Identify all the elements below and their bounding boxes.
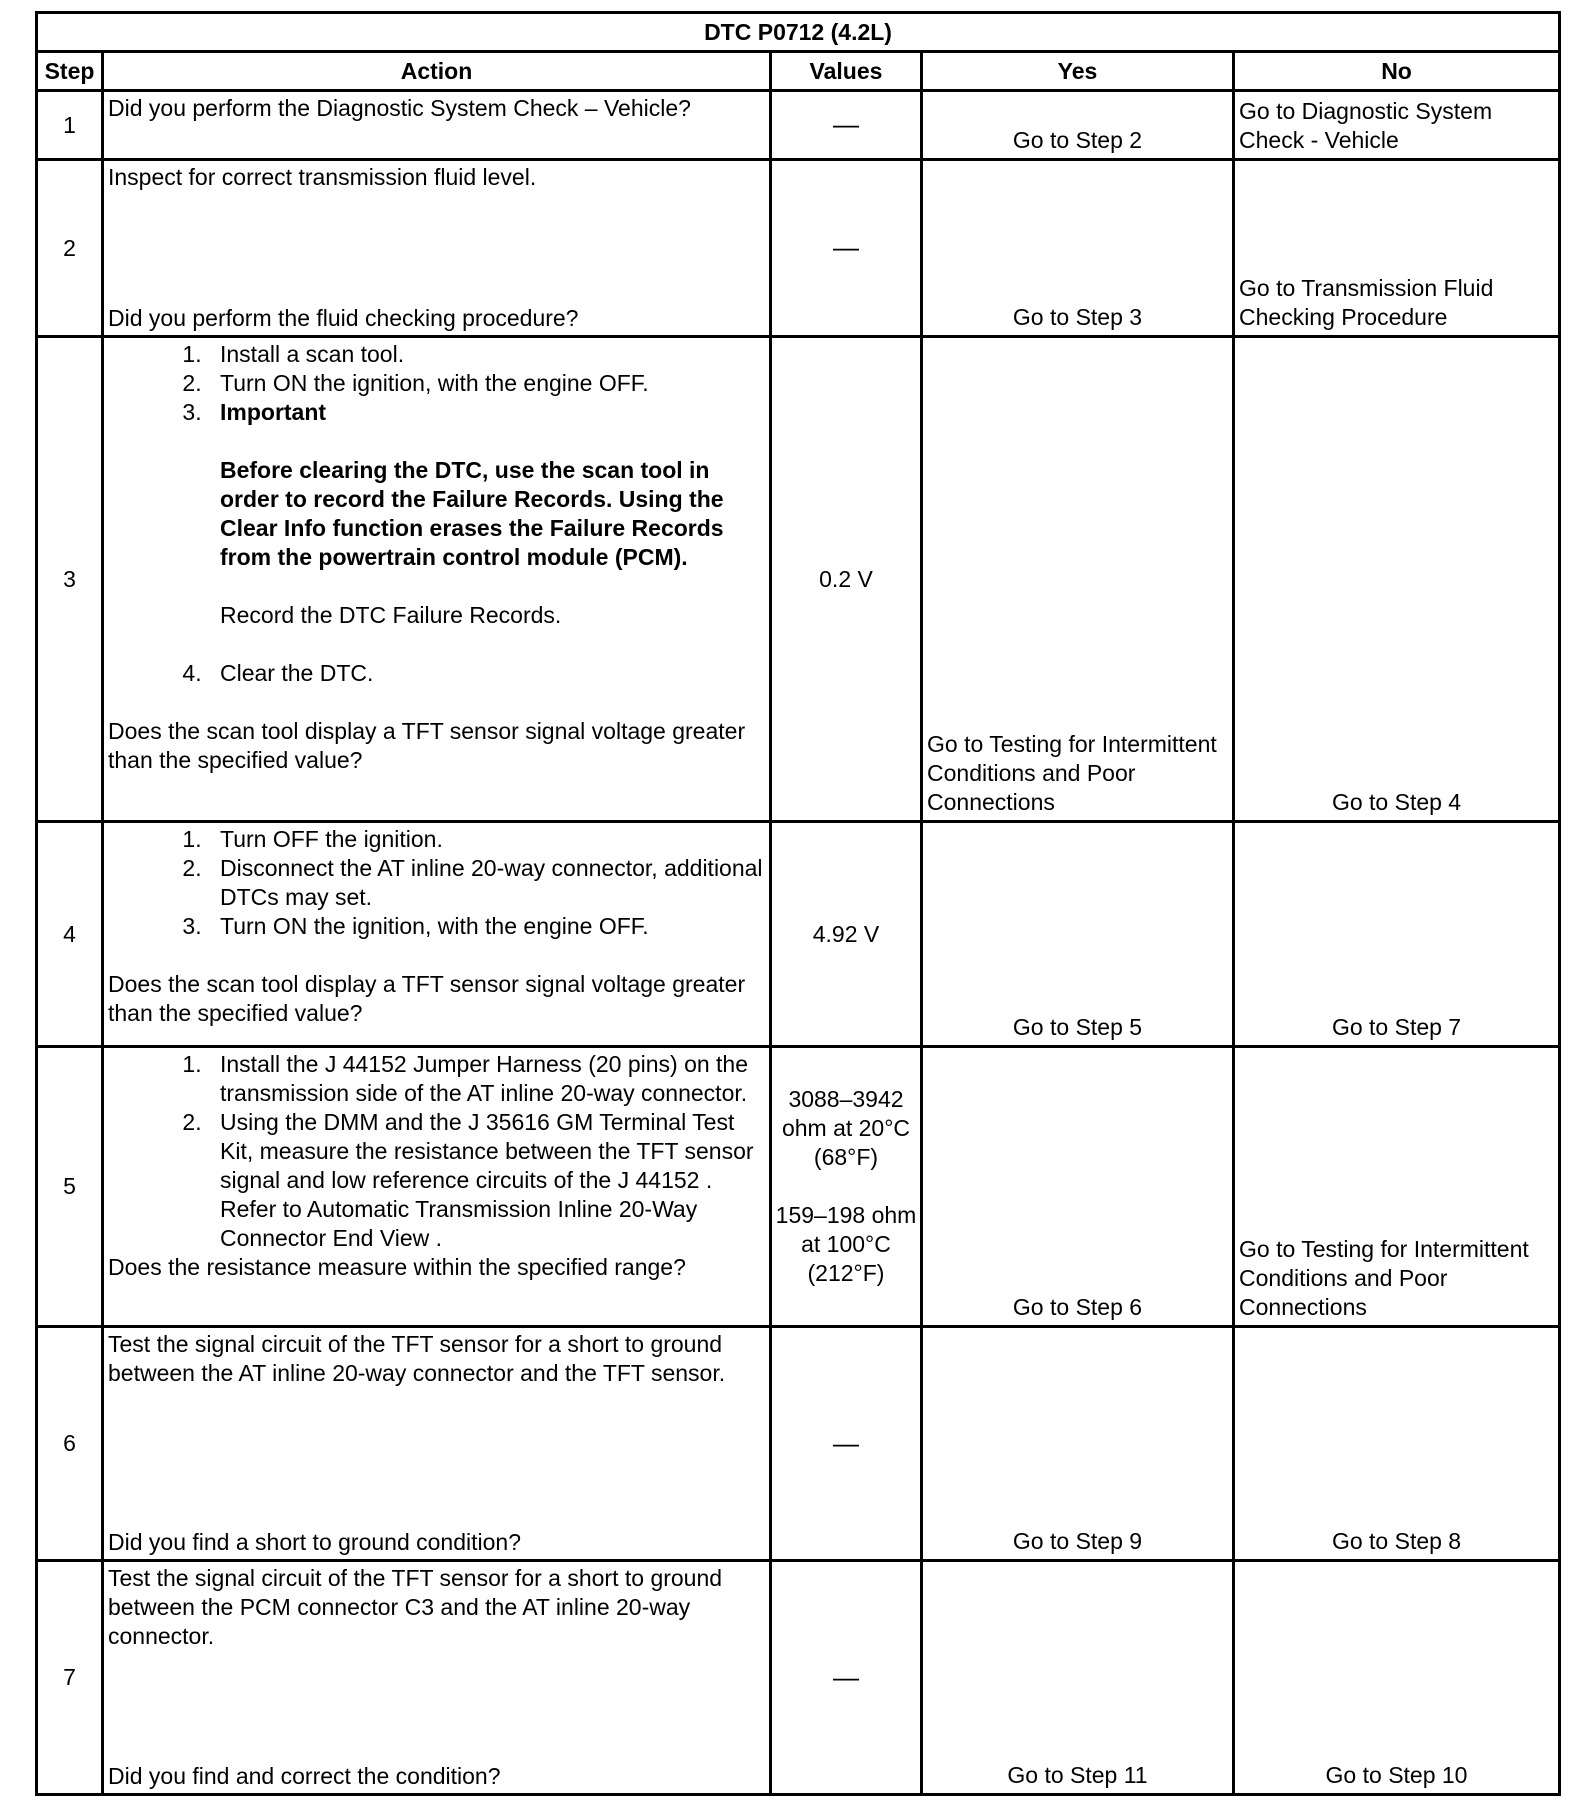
action-cell bbox=[103, 1327, 771, 1561]
header-row bbox=[37, 52, 1560, 91]
table-row bbox=[37, 822, 1560, 1047]
no-cell: Go to Transmission Fluid Checking Procedure bbox=[1234, 160, 1560, 337]
table-row bbox=[37, 1561, 1560, 1795]
no-cell: Go to Step 7 bbox=[1234, 822, 1560, 1047]
table-row bbox=[37, 1327, 1560, 1561]
list-item: 2. Using the DMM and the J 35616 GM Terminal Test Kit, measure the resistance between the TFT sensor signal and low reference circuits of the J 44152 . Refer to Automatic Transmission Inline 20-Way Connector End View . bbox=[208, 1108, 765, 1253]
action-list bbox=[108, 825, 765, 941]
values-cell bbox=[771, 1047, 922, 1327]
step-number: 5 bbox=[37, 1047, 103, 1327]
list-item: 1. Install a scan tool. bbox=[208, 340, 765, 369]
header-no: No bbox=[1234, 52, 1560, 91]
important-label: 3. Important bbox=[220, 399, 327, 425]
dtc-table bbox=[35, 11, 1561, 1796]
action-cell bbox=[103, 1047, 771, 1327]
action-intro: Test the signal circuit of the TFT sensor for a short to ground between the PCM connector C3 and the AT inline 20-way connector. bbox=[108, 1565, 723, 1649]
list-item bbox=[208, 398, 765, 659]
step-number: 4 bbox=[37, 822, 103, 1047]
action-cell bbox=[103, 337, 771, 822]
list-item: 1. Install the J 44152 Jumper Harness (20 pins) on the transmission side of the AT inline 20-way connector. bbox=[208, 1050, 765, 1108]
action-cell bbox=[103, 160, 771, 337]
value-dash: — bbox=[833, 109, 859, 139]
yes-cell: Go to Step 2 bbox=[922, 91, 1234, 160]
action-cell bbox=[103, 91, 771, 160]
list-item: 4. Clear the DTC. bbox=[208, 659, 765, 688]
list-item: 3. Turn ON the ignition, with the engine OFF. bbox=[208, 912, 765, 941]
table-title: DTC P0712 (4.2L) bbox=[37, 13, 1560, 52]
action-list bbox=[108, 340, 765, 688]
no-cell: Go to Step 4 bbox=[1234, 337, 1560, 822]
action-cell bbox=[103, 1561, 771, 1795]
action-cell bbox=[103, 822, 771, 1047]
header-yes: Yes bbox=[922, 52, 1234, 91]
value-dash: — bbox=[833, 232, 859, 262]
list-item: 2. Disconnect the AT inline 20-way connector, additional DTCs may set. bbox=[208, 854, 765, 912]
action-question: Did you perform the Diagnostic System Check – Vehicle? bbox=[108, 95, 691, 121]
values-cell: 4.92 V bbox=[771, 822, 922, 1047]
values-cell bbox=[771, 160, 922, 337]
value-range-100c: 159–198 ohm at 100°C (212°F) bbox=[775, 1202, 917, 1286]
action-intro: Inspect for correct transmission fluid level. bbox=[108, 164, 537, 190]
header-action: Action bbox=[103, 52, 771, 91]
important-note: Before clearing the DTC, use the scan tool in order to record the Failure Records. Using the Clear Info function erases the Failure Records from the powertrain control module (PCM). bbox=[220, 457, 724, 570]
step-number: 2 bbox=[37, 160, 103, 337]
list-item: 1. Turn OFF the ignition. bbox=[208, 825, 765, 854]
table-row bbox=[37, 160, 1560, 337]
values-cell bbox=[771, 1327, 922, 1561]
action-question: Did you find and correct the condition? bbox=[108, 1763, 501, 1789]
action-question: Did you perform the fluid checking procedure? bbox=[108, 305, 579, 331]
values-cell bbox=[771, 1561, 922, 1795]
action-question: Does the scan tool display a TFT sensor signal voltage greater than the specified value? bbox=[108, 718, 746, 773]
values-cell bbox=[771, 91, 922, 160]
step-number: 7 bbox=[37, 1561, 103, 1795]
title-row bbox=[37, 13, 1560, 52]
value-dash: — bbox=[833, 1427, 859, 1458]
table-row bbox=[37, 91, 1560, 160]
yes-cell: Go to Step 11 bbox=[922, 1561, 1234, 1795]
step-number: 3 bbox=[37, 337, 103, 822]
yes-cell: Go to Step 9 bbox=[922, 1327, 1234, 1561]
yes-cell: Go to Step 5 bbox=[922, 822, 1234, 1047]
header-step: Step bbox=[37, 52, 103, 91]
no-cell: Go to Step 8 bbox=[1234, 1327, 1560, 1561]
yes-cell: Go to Testing for Intermittent Conditions and Poor Connections bbox=[922, 337, 1234, 822]
values-cell: 0.2 V bbox=[771, 337, 922, 822]
action-list bbox=[108, 1050, 765, 1253]
action-question: Did you find a short to ground condition? bbox=[108, 1529, 521, 1555]
list-item: 2. Turn ON the ignition, with the engine OFF. bbox=[208, 369, 765, 398]
no-cell: Go to Testing for Intermittent Conditions and Poor Connections bbox=[1234, 1047, 1560, 1327]
action-question: Does the scan tool display a TFT sensor signal voltage greater than the specified value? bbox=[108, 971, 746, 1026]
action-intro: Test the signal circuit of the TFT sensor for a short to ground between the AT inline 20-way connector and the TFT sensor. bbox=[108, 1331, 726, 1386]
no-cell: Go to Diagnostic System Check - Vehicle bbox=[1234, 91, 1560, 160]
action-question: Does the resistance measure within the specified range? bbox=[108, 1254, 686, 1280]
header-values: Values bbox=[771, 52, 922, 91]
step-number: 1 bbox=[37, 91, 103, 160]
value-range-20c: 3088–3942 ohm at 20°C (68°F) bbox=[781, 1086, 911, 1170]
record-note: Record the DTC Failure Records. bbox=[220, 602, 562, 628]
value-dash: — bbox=[833, 1661, 859, 1692]
yes-cell: Go to Step 6 bbox=[922, 1047, 1234, 1327]
step-number: 6 bbox=[37, 1327, 103, 1561]
no-cell: Go to Step 10 bbox=[1234, 1561, 1560, 1795]
table-row bbox=[37, 337, 1560, 822]
table-row bbox=[37, 1047, 1560, 1327]
yes-cell: Go to Step 3 bbox=[922, 160, 1234, 337]
